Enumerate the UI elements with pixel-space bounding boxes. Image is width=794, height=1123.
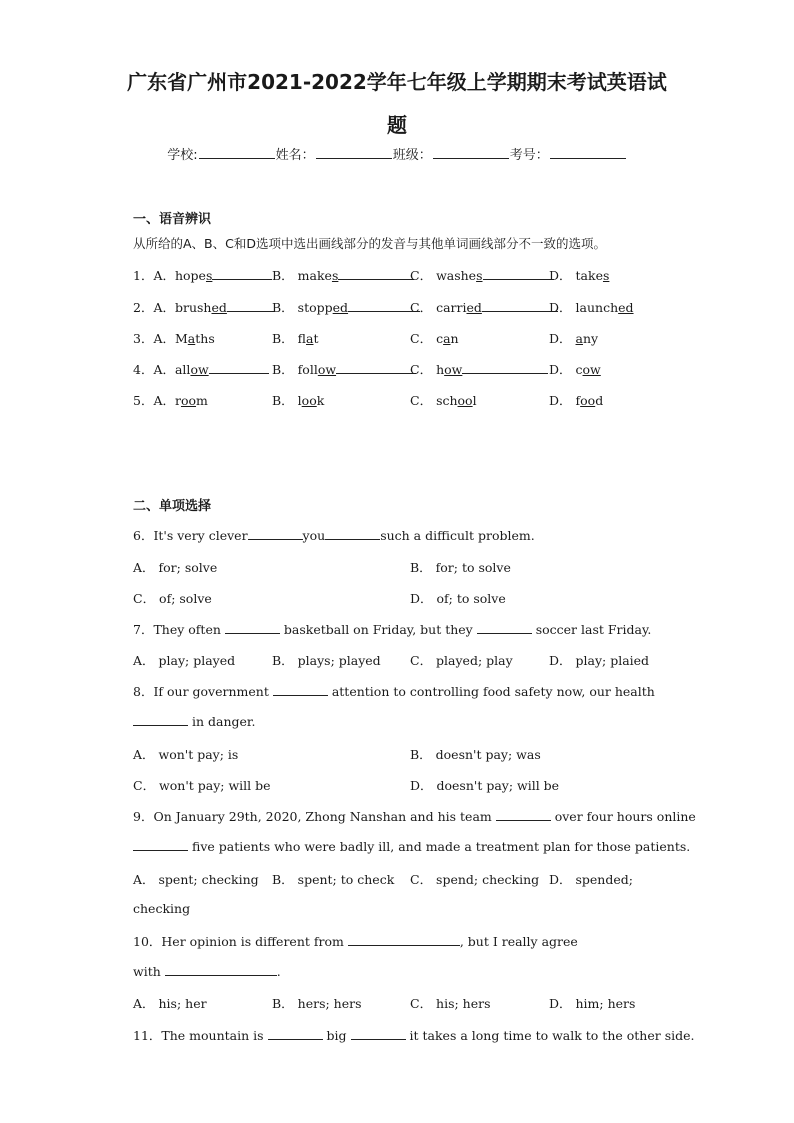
- option-d: D． any: [549, 331, 599, 346]
- school-field[interactable]: [199, 145, 275, 159]
- name-label: 姓名：: [275, 148, 315, 163]
- question-stem-continued: in danger.: [133, 713, 256, 729]
- question-stem-continued: with .: [133, 964, 281, 979]
- option-b: B． hers; hers: [272, 996, 362, 1011]
- school-label: 学校:: [167, 148, 198, 163]
- section-instruction: 从所给的A、B、C和D选项中选出画线部分的发音与其他单词画线部分不一致的选项。: [133, 236, 606, 251]
- option-a: 3．A．Maths: [133, 331, 215, 346]
- option-d: D． him; hers: [549, 996, 636, 1011]
- option-b: B． spent; to check: [272, 872, 395, 887]
- option-d: D． takes: [549, 268, 610, 283]
- option-d-continued: checking: [133, 901, 191, 916]
- question-stem: 9．On January 29th, 2020, Zhong Nanshan and his team over four hours online: [133, 809, 696, 824]
- option-b: B． plays; played: [272, 653, 381, 668]
- option-d: D． of; to solve: [410, 591, 506, 606]
- option-a: A． for; solve: [133, 560, 218, 575]
- section-heading-phonetics: 一、语音辨识: [133, 212, 212, 227]
- option-c: C． carried: [410, 298, 558, 316]
- option-b: B． look: [272, 393, 325, 408]
- option-c: C． can: [410, 331, 459, 346]
- option-c: C． washes: [410, 266, 554, 284]
- option-c: C． spend; checking: [410, 872, 540, 887]
- option-c: C． won't pay; will be: [133, 778, 271, 793]
- page-title-continued: 题: [387, 113, 407, 137]
- question-stem: 8．If our government attention to controlling food safety now, our health: [133, 684, 655, 699]
- option-a: 4．A．allow: [133, 360, 269, 378]
- option-b: B． makes: [272, 266, 414, 284]
- option-b: B． follow: [272, 360, 416, 378]
- option-b: B． for; to solve: [410, 560, 511, 575]
- student-info-row: [0, 144, 794, 163]
- question-stem: 11．The mountain is big it takes a long time to walk to the other side.: [133, 1028, 695, 1043]
- option-c: C． his; hers: [410, 996, 491, 1011]
- option-d: D． doesn't pay; will be: [410, 778, 560, 793]
- option-a: A． play; played: [133, 653, 236, 668]
- option-d: D． launched: [549, 300, 634, 315]
- option-c: C． how: [410, 360, 548, 378]
- option-b: B． stopped: [272, 298, 420, 316]
- number-label: 考号：: [509, 148, 549, 163]
- option-a: A． his; her: [133, 996, 207, 1011]
- page-title: 广东省广州市2021-2022学年七年级上学期期末考试英语试: [127, 70, 667, 94]
- section-heading-multiple-choice: 二、单项选择: [133, 499, 212, 514]
- option-c: C． of; solve: [133, 591, 212, 606]
- question-stem: 10．Her opinion is different from , but I really agree: [133, 934, 578, 949]
- option-d: D． play; plaied: [549, 653, 650, 668]
- option-b: B． doesn't pay; was: [410, 747, 541, 762]
- option-d: D． food: [549, 393, 604, 408]
- class-field[interactable]: [433, 145, 509, 159]
- name-field[interactable]: [316, 145, 392, 159]
- question-stem: 6．It's very clever you such a difficult problem.: [133, 528, 535, 543]
- option-a: 5．A．room: [133, 393, 208, 408]
- option-b: B． flat: [272, 331, 319, 346]
- question-stem: 7．They often basketball on Friday, but they soccer last Friday.: [133, 622, 652, 637]
- option-a: A． spent; checking: [133, 872, 259, 887]
- option-a: 1．A．hopes: [133, 266, 272, 284]
- question-stem-continued: five patients who were badly ill, and made a treatment plan for those patients.: [133, 838, 690, 854]
- option-c: C． school: [410, 393, 477, 408]
- option-a: 2．A．brushed: [133, 298, 275, 316]
- class-label: 班级：: [392, 148, 432, 163]
- number-field[interactable]: [550, 145, 626, 159]
- option-d: D． spended;: [549, 872, 633, 887]
- option-c: C． played; play: [410, 653, 513, 668]
- option-a: A． won't pay; is: [133, 747, 239, 762]
- option-d: D． cow: [549, 362, 601, 377]
